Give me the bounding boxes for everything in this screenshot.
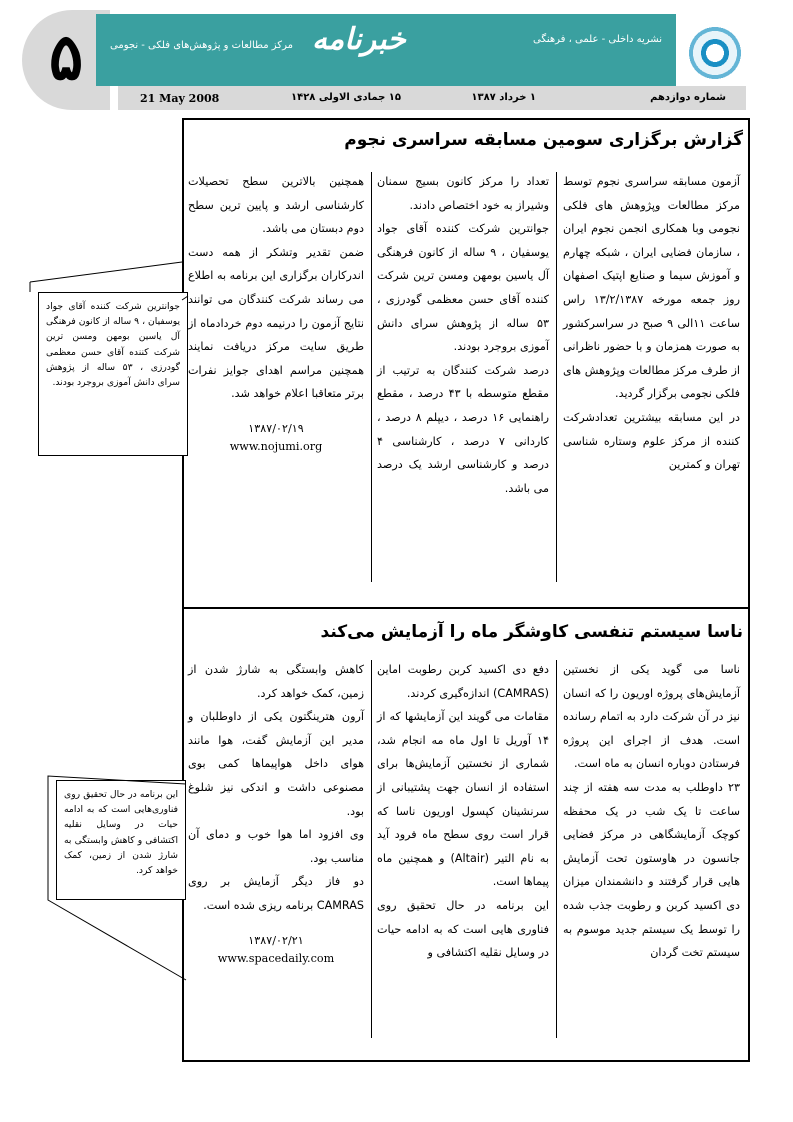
paragraph: همچنین بالاترین سطح تحصیلات کارشناسی ارشد و پایین ترین سطح دوم دبستان می باشد. <box>188 175 364 236</box>
paragraph: مقامات می گویند این آزمایشها که از ۱۴ آوریل تا اول ماه مه انجام شد، شماری از نخستین آزمایش‌ها برای استفاده از انسان جهت پشتیبانی از سرنشینان کپسول اوریون ناسا که قرار است روی سطح ماه فرود آید به نام التیر (Altair) و همچنین ماه پیماها است. <box>377 710 549 889</box>
paragraph: ۲۳ داوطلب به مدت سه هفته از چند ساعت تا یک شب در یک محفظه کوچک آزمایشگاهی در مرکز فضایی جانسون در هاوستون تحت آزمایش هایی قرار گرفتند و دانشمندان میزان دی اکسید کربن و رطوبت جذب شده را توسط یک سیستم جدید موسوم به سیستم تخت گردان <box>563 780 740 960</box>
article2-date: ۱۳۸۷/۰۲/۲۱ <box>248 933 304 947</box>
masthead-title: خبرنامه <box>312 22 406 57</box>
paragraph: جوانترین شرکت کننده آقای جواد یوسفیان ، ۹ ساله از کانون فرهنگی آل یاسین بومهن ومسن ترین شرکت کننده آقای حسن معظمی گودرزی ، ۵۳ ساله از پژوهش سرای دانش آموزی بروجرد بودند. <box>377 222 549 354</box>
article1-date: ۱۳۸۷/۰۲/۱۹ <box>248 421 304 435</box>
paragraph: کاهش وابستگی به شارژ شدن از زمین، کمک خواهد کرد. <box>188 663 364 700</box>
article1-source: www.nojumi.org <box>229 439 323 453</box>
paragraph: درصد شرکت کنندگان به ترتیب از مقطع متوسطه با ۴۳ درصد ، مقطع راهنمایی ۱۶ درصد ، دیپلم ۸ درصد ، کاردانی ۷ درصد ، کارشناسی ۴ درصد و کارشناسی ارشد یک درصد می باشد. <box>377 363 549 495</box>
issue-number: شماره دوازدهم <box>650 92 726 103</box>
paragraph: این برنامه در حال تحقیق روی فناوری هایی است که به ادامه حیات در وسایل نقلیه اکتشافی و <box>377 898 549 960</box>
paragraph: آرون هترینگتون یکی از داوطلبان و مدیر این آزمایش گفت، هوا مانند هوای داخل هواپیماها کمی بوی مصنوعی داشت و اندکی نیز شلوغ بود. <box>188 710 364 818</box>
article2-source: www.spacedaily.com <box>217 951 335 965</box>
paragraph: دو فاز دیگر آزمایش بر روی CAMRAS برنامه ریزی شده است. <box>188 875 364 912</box>
paragraph: ناسا می گوید یکی از نخستین آزمایش‌های پروژه اوریون را که انسان نیز در آن شرکت دارد به اتمام رسانده است. هدف از اجرای این پروژه فرستادن دوباره انسان به ماه است. <box>563 663 740 771</box>
paragraph: ضمن تقدیر وتشکر از همه دست اندرکاران برگزاری این برنامه به اطلاع می رساند شرکت کنندگان می توانند نتایج آزمون را درنیمه دوم خردادماه از طریق سایت مرکز دریافت نمایند همچنین مراسم اهدای جوایز نفرات برتر متعاقبا اعلام خواهد شد. <box>188 245 364 401</box>
date-hijri: ۱۵ جمادی الاولی ۱۴۲۸ <box>290 92 401 103</box>
article1-title: گزارش برگزاری سومین مسابقه سراسری نجوم <box>344 130 743 150</box>
article2-pullquote: این برنامه در حال تحقیق روی فناوری‌هایی است که به ادامه حیات در وسایل نقلیه اکتشافی و کاهش وابستگی به شارژ شدن از زمین، کمک خواهد کرد. <box>56 780 186 900</box>
paragraph: وی افزود اما هوا خوب و دمای آن مناسب بود. <box>188 828 364 865</box>
article2-title: ناسا سیستم تنفسی کاوشگر ماه را آزمایش می‌کند <box>320 622 743 642</box>
page-number: ۵ <box>22 10 110 110</box>
date-jalali: ۱ خرداد ۱۳۸۷ <box>471 92 536 103</box>
header-subtitle-left: مرکز مطالعات و پژوهش‌های فلکی - نجومی <box>110 40 293 51</box>
date-gregorian: 21 May 2008 <box>140 92 220 105</box>
paragraph: در این مسابقه بیشترین تعدادشرکت کننده از مرکز علوم وستاره شناسی تهران و کمترین <box>563 410 740 472</box>
header-subtitle-right: نشریه داخلی - علمی ، فرهنگی <box>533 34 662 45</box>
paragraph: تعداد را مرکز کانون بسیج سمنان وشیراز به خود اختصاص دادند. <box>377 175 549 212</box>
article1-pullquote: جوانترین شرکت کننده آقای جواد یوسفیان ، ۹ ساله از کانون فرهنگی آل یاسین بومهن ومسن ترین شرکت کننده آقای حسن معظمی گودرزی ، ۵۳ ساله از پژوهش سرای دانش آموزی بروجرد بودند. <box>38 292 188 456</box>
paragraph: آزمون مسابقه سراسری نجوم توسط مرکز مطالعات وپژوهش های فلکی نجومی وبا همکاری انجمن نجوم ایران ، سازمان فضایی ایران ، شبکه چهارم و آموزش سیما و صنایع اپتیک اصفهان روز جمعه مورخه ۱۳/۲/۱۳۸۷ راس ساعت ۱۱الی ۹ صبح در سراسرکشور به صورت همزمان و با حضور ناظرانی از طرف مرکز مطالعات وپژوهش های فلکی نجومی برگزار گردید. <box>563 175 740 401</box>
paragraph: دفع دی اکسید کربن رطوبت اماین (CAMRAS) اندازه‌گیری کردند. <box>377 663 549 700</box>
